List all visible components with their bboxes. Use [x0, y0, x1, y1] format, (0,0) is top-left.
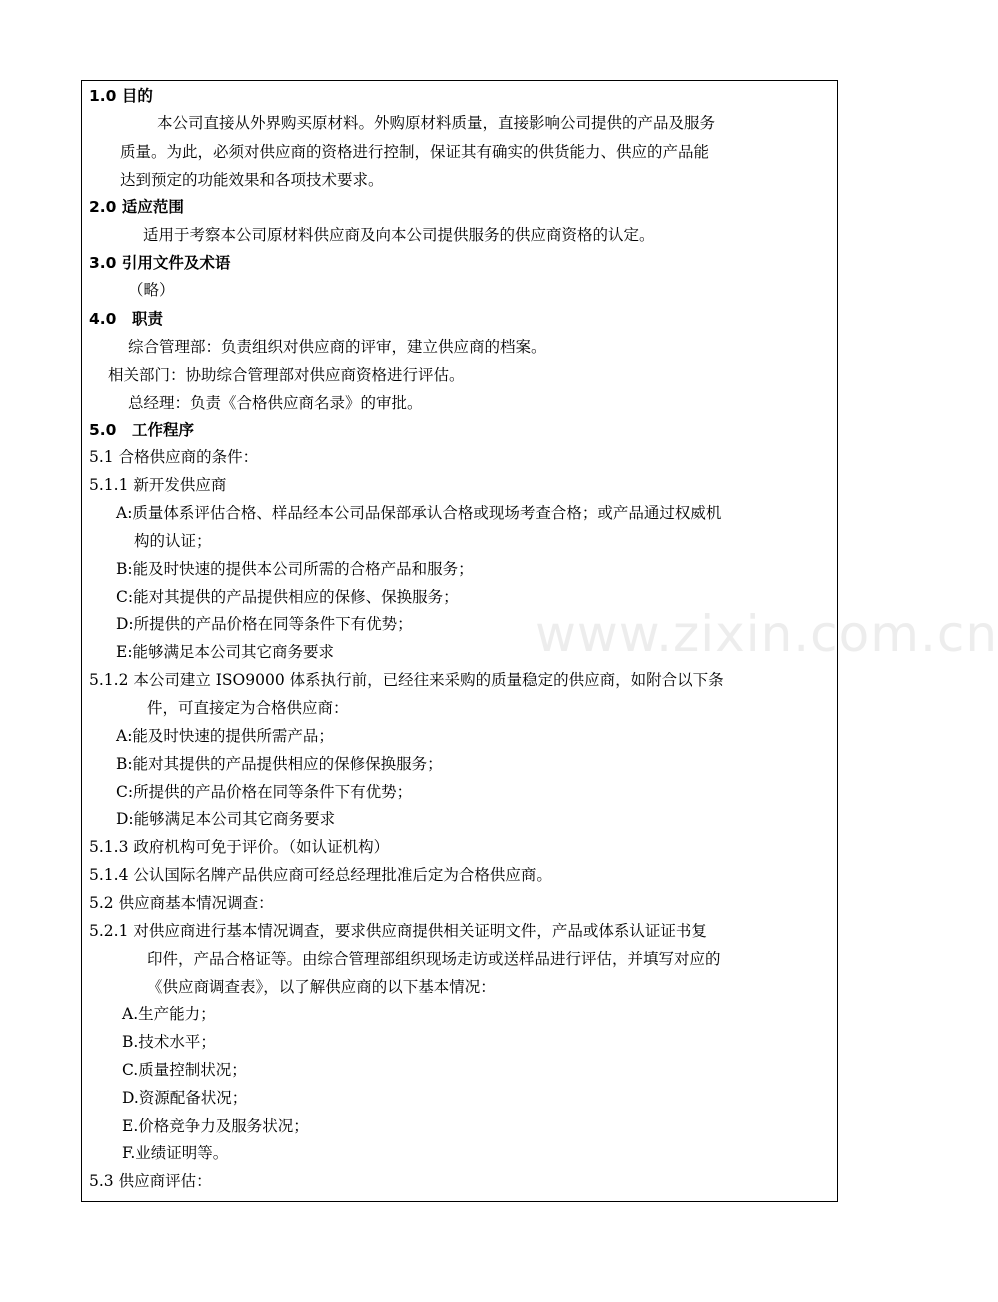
- section-3-para: （略）: [128, 281, 175, 299]
- section-5-1-2-c: C:所提供的产品价格在同等条件下有优势；: [116, 783, 413, 801]
- section-5-1-2-d: D:能够满足本公司其它商务要求: [116, 810, 336, 828]
- section-5-1-1-a-line-1: A:质量体系评估合格、样品经本公司品保部承认合格或现场考查合格；或产品通过权威机: [116, 504, 722, 522]
- section-5-2-1-d: D.资源配备状况；: [122, 1089, 248, 1107]
- section-3-title: 3.0 引用文件及术语: [89, 254, 231, 272]
- section-5-2-1-line-3: 《供应商调查表》，以了解供应商的以下基本情况：: [147, 978, 496, 996]
- section-5-1-1-e: E:能够满足本公司其它商务要求: [116, 643, 335, 661]
- section-1-para-line-2: 质量。为此，必须对供应商的资格进行控制，保证其有确实的供货能力、供应的产品能: [120, 143, 710, 161]
- section-4-line-3: 总经理：负责《合格供应商名录》的审批。: [128, 394, 423, 412]
- section-1-title: 1.0 目的: [89, 87, 153, 105]
- section-5-1-2-line-1: 5.1.2 本公司建立 ISO9000 体系执行前，已经往来采购的质量稳定的供应商，如附合以下条: [89, 671, 724, 689]
- section-5-2-1-a: A.生产能力；: [122, 1005, 216, 1023]
- section-2-title: 2.0 适应范围: [89, 198, 184, 216]
- section-5-3: 5.3 供应商评估：: [89, 1172, 212, 1190]
- section-5-1-4: 5.1.4 公认国际名牌产品供应商可经总经理批准后定为合格供应商。: [89, 866, 552, 884]
- section-5-1-1-b: B:能及时快速的提供本公司所需的合格产品和服务；: [116, 560, 474, 578]
- section-2-para: 适用于考察本公司原材料供应商及向本公司提供服务的供应商资格的认定。: [143, 226, 655, 244]
- section-5-1-2-a: A:能及时快速的提供所需产品；: [116, 727, 334, 745]
- section-4-line-2: 相关部门：协助综合管理部对供应商资格进行评估。: [108, 366, 465, 384]
- section-5-1-2-b: B:能对其提供的产品提供相应的保修保换服务；: [116, 755, 443, 773]
- section-5-2-1-c: C.质量控制状况；: [122, 1061, 247, 1079]
- section-5-title: 5.0 工作程序: [89, 421, 194, 439]
- section-5-1-2-line-2: 件，可直接定为合格供应商：: [147, 699, 349, 717]
- section-5-2: 5.2 供应商基本情况调查：: [89, 894, 274, 912]
- section-4-line-1: 综合管理部：负责组织对供应商的评审，建立供应商的档案。: [128, 338, 547, 356]
- section-5-2-1-f: F.业绩证明等。: [122, 1144, 229, 1162]
- section-4-title: 4.0 职责: [89, 310, 163, 328]
- section-5-2-1-b: B.技术水平；: [122, 1033, 216, 1051]
- watermark-text: www.zixin.com.cn: [535, 605, 998, 663]
- section-5-1-1-c: C:能对其提供的产品提供相应的保修、保换服务；: [116, 588, 459, 606]
- section-5-1: 5.1 合格供应商的条件：: [89, 448, 259, 466]
- section-5-2-1-e: E.价格竞争力及服务状况；: [122, 1117, 309, 1135]
- section-1-para-line-1: 本公司直接从外界购买原材料。外购原材料质量，直接影响公司提供的产品及服务: [157, 114, 716, 132]
- section-5-1-3: 5.1.3 政府机构可免于评价。（如认证机构）: [89, 838, 390, 856]
- section-5-1-1-a-line-2: 构的认证；: [134, 532, 212, 550]
- section-5-1-1-d: D:所提供的产品价格在同等条件下有优势；: [116, 615, 413, 633]
- section-5-1-1: 5.1.1 新开发供应商: [89, 476, 227, 494]
- section-5-2-1-line-1: 5.2.1 对供应商进行基本情况调查，要求供应商提供相关证明文件，产品或体系认证证书复: [89, 922, 707, 940]
- section-5-2-1-line-2: 印件，产品合格证等。由综合管理部组织现场走访或送样品进行评估，并填写对应的: [147, 950, 721, 968]
- section-1-para-line-3: 达到预定的功能效果和各项技术要求。: [120, 171, 384, 189]
